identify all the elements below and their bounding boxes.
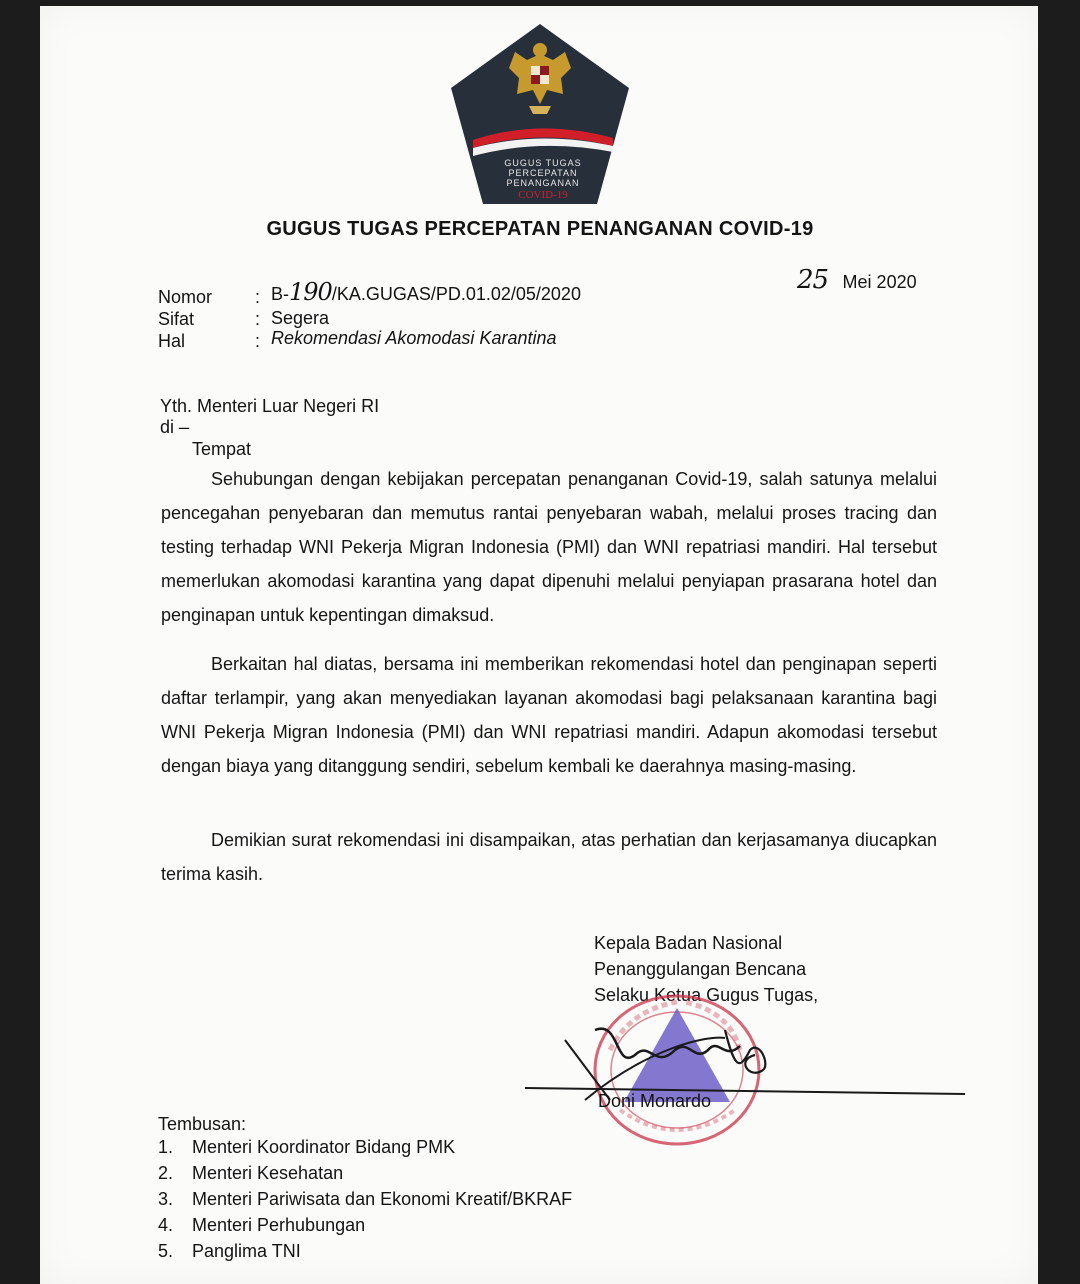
cc-item-text: Menteri Kesehatan bbox=[192, 1163, 344, 1183]
cc-item-text: Menteri Koordinator Bidang PMK bbox=[192, 1137, 456, 1157]
addressee-line-2: di – bbox=[160, 417, 190, 437]
gugus-tugas-logo bbox=[445, 20, 635, 210]
handwritten-signature-icon bbox=[525, 1010, 985, 1120]
cc-item bbox=[158, 1137, 455, 1158]
nomor-suffix: /KA.GUGAS/PD.01.02/05/2020 bbox=[331, 284, 581, 304]
sifat-value: Segera bbox=[271, 308, 330, 328]
cc-item-number: 5. bbox=[158, 1241, 174, 1261]
nomor-value bbox=[271, 278, 581, 306]
letter-date bbox=[797, 265, 917, 295]
cc-item-number: 1. bbox=[158, 1137, 174, 1157]
cc-item-number: 2. bbox=[158, 1163, 174, 1183]
cc-item-text: Menteri Perhubungan bbox=[192, 1215, 366, 1235]
cc-item bbox=[158, 1189, 572, 1210]
cc-item bbox=[158, 1241, 301, 1262]
logo-text-4: COVID-19 bbox=[518, 189, 568, 201]
logo-text-2: PERCEPATAN bbox=[508, 168, 578, 178]
cc-item-number: 3. bbox=[158, 1189, 174, 1209]
nomor-colon: : bbox=[255, 287, 261, 307]
signatory-name: Doni Monardo bbox=[598, 1091, 712, 1111]
sifat-label: Sifat bbox=[158, 309, 195, 329]
body-paragraph-3: Demikian surat rekomendasi ini disampaikan, atas perhatian dan kerjasamanya diucapkan terima kasih. bbox=[161, 830, 937, 884]
nomor-label: Nomor bbox=[158, 287, 213, 307]
sifat-colon: : bbox=[255, 309, 261, 329]
addressee-line-1: Yth. Menteri Luar Negeri RI bbox=[160, 396, 380, 416]
body-paragraph-1: Sehubungan dengan kebijakan percepatan penanganan Covid-19, salah satunya melalui pencegahan penyebaran dan memutus rantai penyebaran wabah, melalui proses tracing dan testing terhadap WNI Pekerja Migran Indonesia (PMI) dan WNI repatriasi mandiri. Hal tersebut memerlukan akomodasi karantina yang dapat dipenuhi melalui penyiapan prasarana hotel dan penginapan untuk kepentingan dimaksud. bbox=[161, 469, 937, 625]
nomor-prefix: B- bbox=[271, 284, 289, 304]
addressee-line-3: Tempat bbox=[192, 439, 252, 459]
hal-label: Hal bbox=[158, 331, 186, 351]
signature-title-2: Penanggulangan Bencana bbox=[594, 959, 807, 979]
cc-item-text: Panglima TNI bbox=[192, 1241, 301, 1261]
cc-item-number: 4. bbox=[158, 1215, 174, 1235]
cc-item bbox=[158, 1215, 365, 1236]
signature-title-1: Kepala Badan Nasional bbox=[594, 933, 783, 953]
cc-item bbox=[158, 1163, 343, 1184]
signature-title-3: Selaku Ketua Gugus Tugas, bbox=[594, 985, 819, 1005]
date-printed: Mei 2020 bbox=[842, 272, 917, 292]
logo-text-3: PENANGANAN bbox=[506, 178, 580, 188]
letter-title: GUGUS TUGAS PERCEPATAN PENANGANAN COVID-19 bbox=[266, 218, 814, 240]
body-paragraph-2: Berkaitan hal diatas, bersama ini memberikan rekomendasi hotel dan penginapan seperti daftar terlampir, yang akan menyediakan layanan akomodasi bagi pelaksanaan karantina bagi WNI Pekerja Migran Indonesia (PMI) dan WNI repatriasi mandiri. Adapun akomodasi tersebut dengan biaya yang ditanggung sendiri, sebelum kembali ke daerahnya masing-masing. bbox=[161, 654, 937, 776]
cc-item-text: Menteri Pariwisata dan Ekonomi Kreatif/BKRAF bbox=[192, 1189, 573, 1209]
hal-value: Rekomendasi Akomodasi Karantina bbox=[271, 328, 557, 348]
hal-colon: : bbox=[255, 331, 261, 351]
date-handwritten-day: 25 bbox=[797, 265, 829, 295]
nomor-handwritten: 190 bbox=[289, 278, 332, 306]
cc-label: Tembusan: bbox=[158, 1114, 247, 1134]
logo-text-1: GUGUS TUGAS bbox=[504, 158, 582, 168]
